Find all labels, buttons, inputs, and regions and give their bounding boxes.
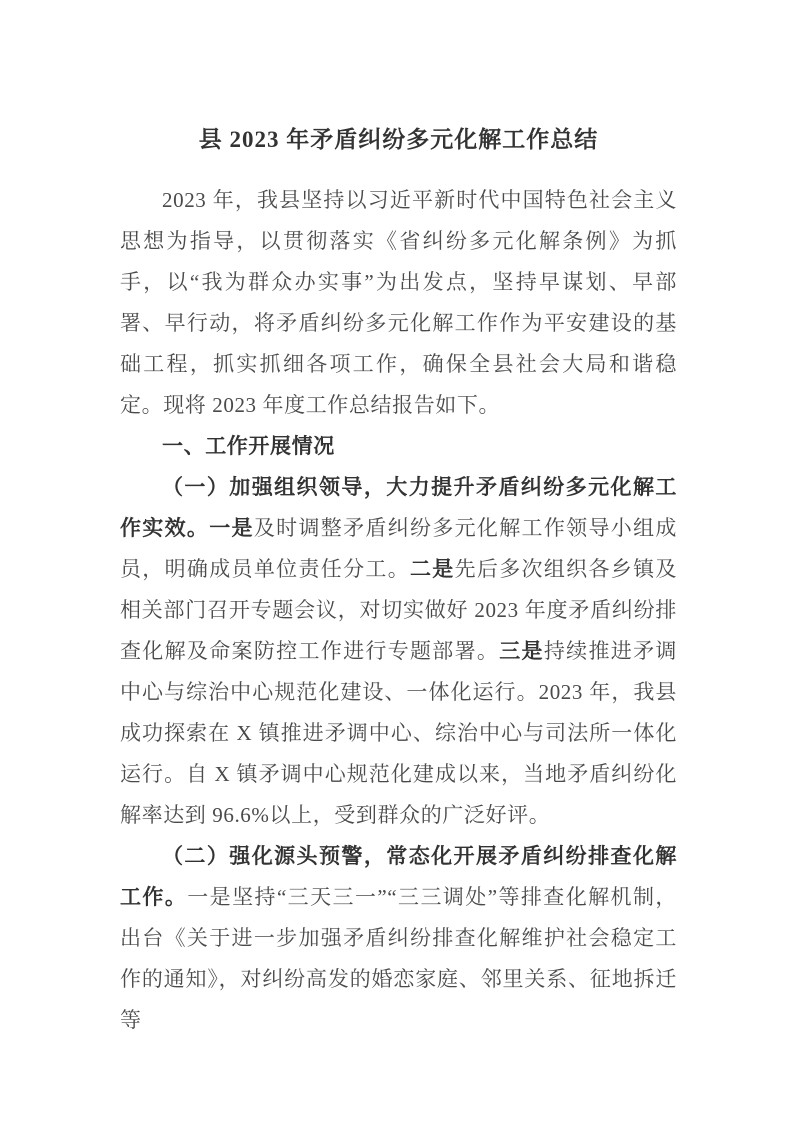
paragraph (120, 836, 677, 1041)
text-run: 及时调整矛盾纠纷多元化解工作领导小组成员，明确成员单位责任分工。 (120, 516, 677, 581)
bold-text-run: 二是 (410, 557, 455, 581)
bold-text-run: 三是 (499, 639, 544, 663)
bold-text-run: 一是 (209, 516, 254, 540)
section-heading (120, 426, 677, 467)
text-run: 一是坚持“三天三一”“三三调处”等排查化解机制，出台《关于进一步加强矛盾纠纷排查化解维护社会稳定工作的通知》，对纠纷高发的婚恋家庭、邻里关系、征地拆迁等 (120, 885, 677, 1032)
bold-text-run: （二）强化源头预警，常态化开展矛盾纠纷排查化解工作。 (120, 844, 677, 909)
document-title: 县 2023 年矛盾纠纷多元化解工作总结 (198, 127, 599, 152)
text-run: 持续推进矛调中心与综治中心规范化建设、一体化运行。2023 年，我县成功探索在 X 镇推进矛调中心、综治中心与司法所一体化运行。自 X 镇矛调中心规范化建成以来，当地矛盾纠纷化解率达到 96.6%以上，受到群众的广泛好评。 (120, 639, 677, 827)
paragraph (120, 180, 677, 426)
text-run: 先后多次组织各乡镇及相关部门召开专题会议，对切实做好 2023 年度矛盾纠纷排查化解及命案防控工作进行专题部署。 (120, 557, 677, 663)
bold-text-run: 一、工作开展情况 (162, 434, 335, 458)
bold-text-run: （一）加强组织领导，大力提升矛盾纠纷多元化解工作实效。 (120, 475, 677, 540)
paragraph (120, 467, 677, 836)
text-run: 2023 年，我县坚持以习近平新时代中国特色社会主义思想为指导，以贯彻落实《省纠纷多元化解条例》为抓手，以“我为群众办实事”为出发点，坚持早谋划、早部署、早行动，将矛盾纠纷多元化解工作作为平安建设的基础工程，抓实抓细各项工作，确保全县社会大局和谐稳定。现将 2023 年度工作总结报告如下。 (120, 188, 677, 417)
document-body (120, 180, 677, 1041)
